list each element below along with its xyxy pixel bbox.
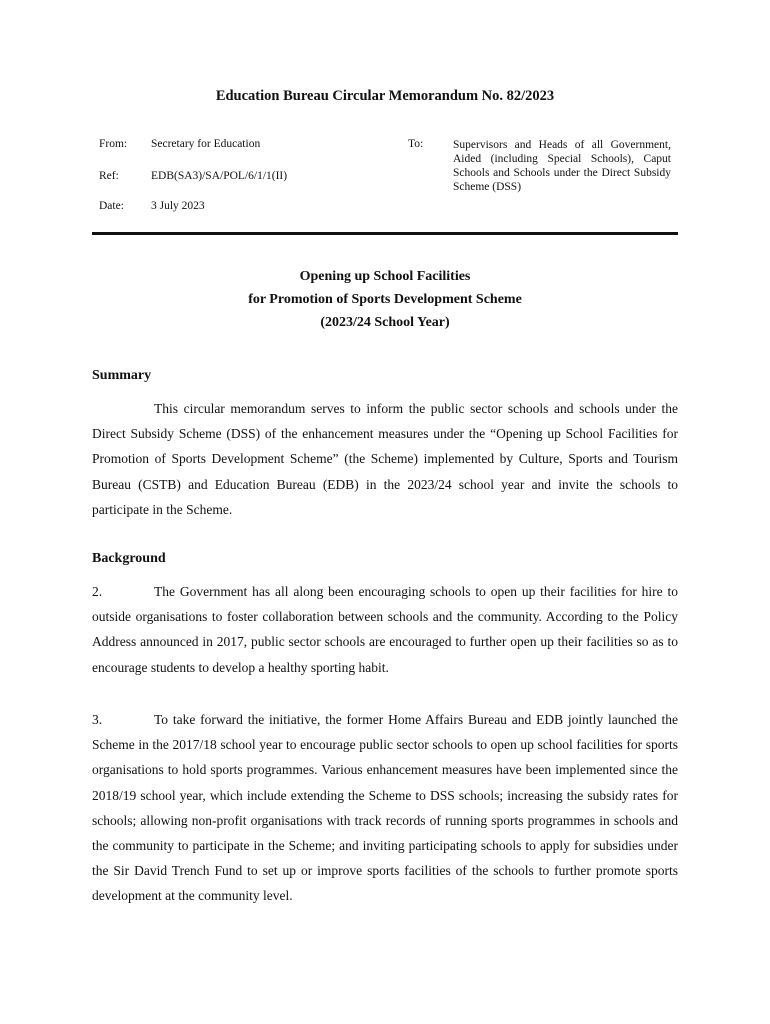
ref-value: EDB(SA3)/SA/POL/6/1/1(II)	[151, 170, 288, 182]
paragraph-3-text: To take forward the initiative, the former Home Affairs Bureau and EDB jointly launched the Scheme in the 2017/18 school year to encourage public sector schools to open up school facilities for sports organisations to hold sports programmes. Various enhancement measures have been implemented since the 2018/19 school year, which include extending the Scheme to DSS schools; increasing the subsidy rates for schools; allowing non-profit organisations with track records of running sports programmes in schools and the community to participate in the Scheme; and inviting participating schools to apply for subsidies under the Sir David Trench Fund to set up or improve sports facilities of the schools to further promote sports development at the community level.	[92, 712, 678, 904]
paragraph-3	[92, 707, 678, 909]
summary-paragraph: This circular memorandum serves to inform the public sector schools and schools under the Direct Subsidy Scheme (DSS) of the enhancement measures under the “Opening up School Facilities for Promotion of Sports Development Scheme” (the Scheme) implemented by Culture, Sports and Tourism Bureau (CSTB) and Education Bureau (EDB) in the 2023/24 school year and invite the schools to participate in the Scheme.	[92, 401, 678, 517]
subject-line-3: (2023/24 School Year)	[320, 315, 450, 330]
subject-line-1: Opening up School Facilities	[299, 269, 471, 284]
date-value: 3 July 2023	[151, 200, 205, 212]
paragraph-2-number: 2.	[92, 584, 103, 599]
from-label: From:	[99, 138, 128, 150]
memo-title: Education Bureau Circular Memorandum No. 82/2023	[215, 88, 555, 104]
ref-label: Ref:	[99, 170, 119, 182]
header-divider	[92, 232, 678, 235]
summary-heading: Summary	[92, 368, 152, 383]
paragraph-2-text: The Government has all along been encouraging schools to open up their facilities for hire to outside organisations to foster collaboration between schools and the community. According to the Policy Address announced in 2017, public sector schools are encouraged to further open up their facilities so as to encourage students to develop a healthy sporting habit.	[92, 584, 678, 675]
background-heading: Background	[92, 551, 166, 566]
to-value: Supervisors and Heads of all Government, Aided (including Special Schools), Caput Schools and Schools under the Direct Subsidy Scheme (DSS)	[453, 139, 671, 193]
from-value: Secretary for Education	[151, 138, 261, 150]
paragraph-3-number: 3.	[92, 712, 103, 727]
date-label: Date:	[99, 200, 124, 212]
subject-line-2: for Promotion of Sports Development Scheme	[248, 292, 522, 307]
to-label: To:	[408, 138, 424, 150]
paragraph-2	[92, 579, 678, 680]
